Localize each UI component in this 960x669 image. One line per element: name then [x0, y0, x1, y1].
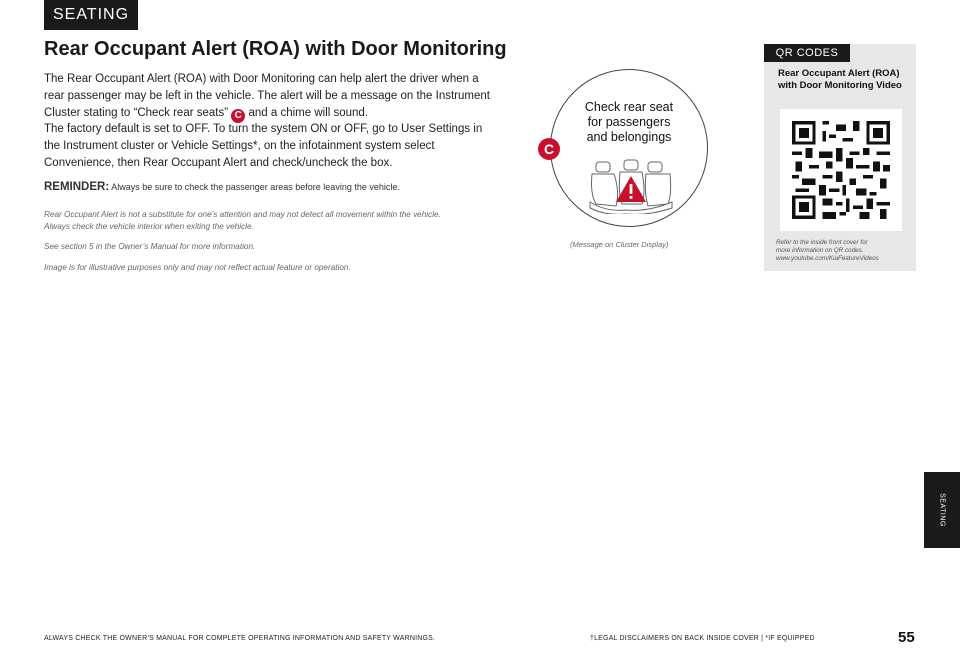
- footer-disclaimers: †LEGAL DISCLAIMERS ON BACK INSIDE COVER | *IF EQUIPPED: [590, 635, 815, 642]
- intro-paragraph: [44, 71, 496, 123]
- cluster-message-line-1: Check rear seat: [584, 100, 674, 114]
- cluster-message-line-3: and belongings: [586, 130, 672, 144]
- page-number: 55: [898, 629, 915, 646]
- settings-paragraph: The factory default is set to OFF. To turn the system ON or OFF, go to User Settings in the Instrument cluster or Vehicle Settings*, on the infotainment system select Convenience, then Rear Occupant Alert and check/uncheck the box.: [44, 123, 483, 169]
- intro-text-start: The Rear Occupant Alert (ROA) with Door Monitoring can help alert the driver when a rear passenger may be left in the vehicle. The alert will be a message on the Instrument Cluster stating to “Check rear seats”: [44, 73, 490, 119]
- section-tab: SEATING: [44, 0, 138, 30]
- reminder: [44, 181, 524, 193]
- illustration-note: Image is for illustrative purposes only and may not reflect actual feature or operation.: [44, 263, 351, 272]
- reminder-text: Always be sure to check the passenger areas before leaving the vehicle.: [111, 182, 400, 192]
- qr-code-image[interactable]: [792, 121, 890, 219]
- disclaimer-note: Rear Occupant Alert is not a substitute for one’s attention and may not detect all movement within the vehicle. Always check the vehicle interior when exiting the vehicle.: [44, 210, 441, 231]
- qr-reference-line-2: more information on QR codes.: [776, 247, 864, 254]
- cluster-message-line-2: for passengers: [587, 115, 671, 129]
- qr-video-title: Rear Occupant Alert (ROA) with Door Monitoring Video: [778, 68, 902, 91]
- qr-reference-url: www.youtube.com/KiaFeatureVideos: [776, 255, 879, 262]
- intro-text-end: and a chime will sound.: [248, 107, 369, 119]
- cluster-display-illustration: [550, 69, 708, 227]
- callout-c-inline-badge: C: [231, 109, 245, 123]
- qr-reference-line-1: Refer to the inside front cover for: [776, 239, 868, 246]
- rear-seat-warning-icon: [586, 158, 676, 214]
- qr-reference-note: [776, 239, 908, 263]
- qr-codes-panel: [764, 44, 916, 271]
- qr-code-frame: [780, 109, 902, 231]
- cluster-caption: (Message on Cluster Display): [570, 240, 669, 249]
- page-title: Rear Occupant Alert (ROA) with Door Monitoring: [44, 38, 507, 60]
- callout-c-badge: C: [538, 138, 560, 160]
- footer-safety-warning: ALWAYS CHECK THE OWNER’S MANUAL FOR COMPLETE OPERATING INFORMATION AND SAFETY WARNINGS.: [44, 635, 436, 642]
- side-section-tab: [924, 472, 960, 548]
- owners-manual-note: See section 5 in the Owner’s Manual for more information.: [44, 242, 256, 251]
- reminder-label: REMINDER:: [44, 181, 110, 193]
- qr-codes-tab: QR CODES: [764, 44, 850, 62]
- cluster-message: [551, 100, 707, 145]
- side-section-tab-label: SEATING: [938, 493, 946, 527]
